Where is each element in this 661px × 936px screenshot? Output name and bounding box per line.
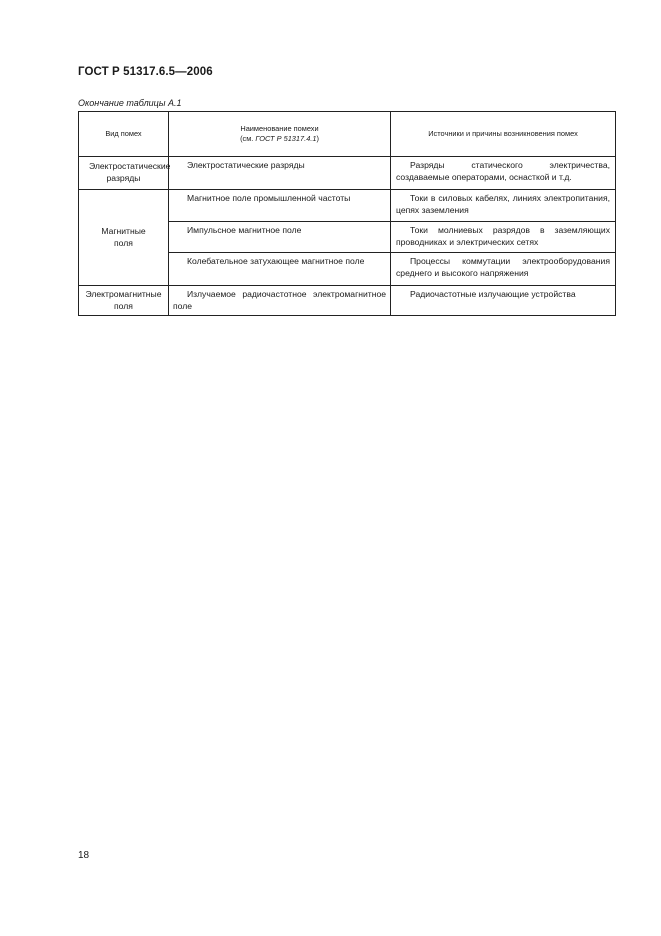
cell-name: Электростатические разряды	[169, 157, 391, 190]
interference-table	[78, 111, 616, 316]
cell-source: Токи в силовых кабелях, линиях электропитания, цепях заземления	[391, 190, 616, 222]
table-row	[79, 286, 616, 316]
table-row	[79, 190, 616, 222]
cell-name: Магнитное поле промышленной частоты	[169, 190, 391, 222]
cell-name: Импульсное магнитное поле	[169, 222, 391, 253]
header-name-ref-suffix: )	[316, 134, 319, 143]
header-name-line1: Наименование помехи	[240, 124, 319, 134]
header-name	[169, 112, 391, 157]
cell-name: Излучаемое радиочастотное электромагнитное поле	[169, 286, 391, 316]
page-number: 18	[78, 850, 90, 861]
table-header-row	[79, 112, 616, 157]
header-name-ref: ГОСТ Р 51317.4.1	[255, 134, 317, 143]
cell-source: Процессы коммутации электрооборудования среднего и высокого напряжения	[391, 253, 616, 286]
document-header: ГОСТ Р 51317.6.5—2006	[78, 66, 213, 78]
header-source: Источники и причины возникновения помех	[391, 112, 616, 157]
cell-name: Колебательное затухающее магнитное поле	[169, 253, 391, 286]
table-row	[79, 157, 616, 190]
cell-type: Электростатические разряды	[79, 157, 169, 190]
header-name-ref-prefix: (см.	[240, 134, 256, 143]
cell-type: Электромагнитные поля	[79, 286, 169, 316]
table-caption: Окончание таблицы А.1	[78, 98, 182, 108]
header-type: Вид помех	[79, 112, 169, 157]
cell-source: Разряды статического электричества, создаваемые операторами, оснасткой и т.д.	[391, 157, 616, 190]
cell-type: Магнитные поля	[79, 190, 169, 286]
cell-source: Токи молниевых разрядов в заземляющих проводниках и электрических сетях	[391, 222, 616, 253]
cell-source: Радиочастотные излучающие устройства	[391, 286, 616, 316]
